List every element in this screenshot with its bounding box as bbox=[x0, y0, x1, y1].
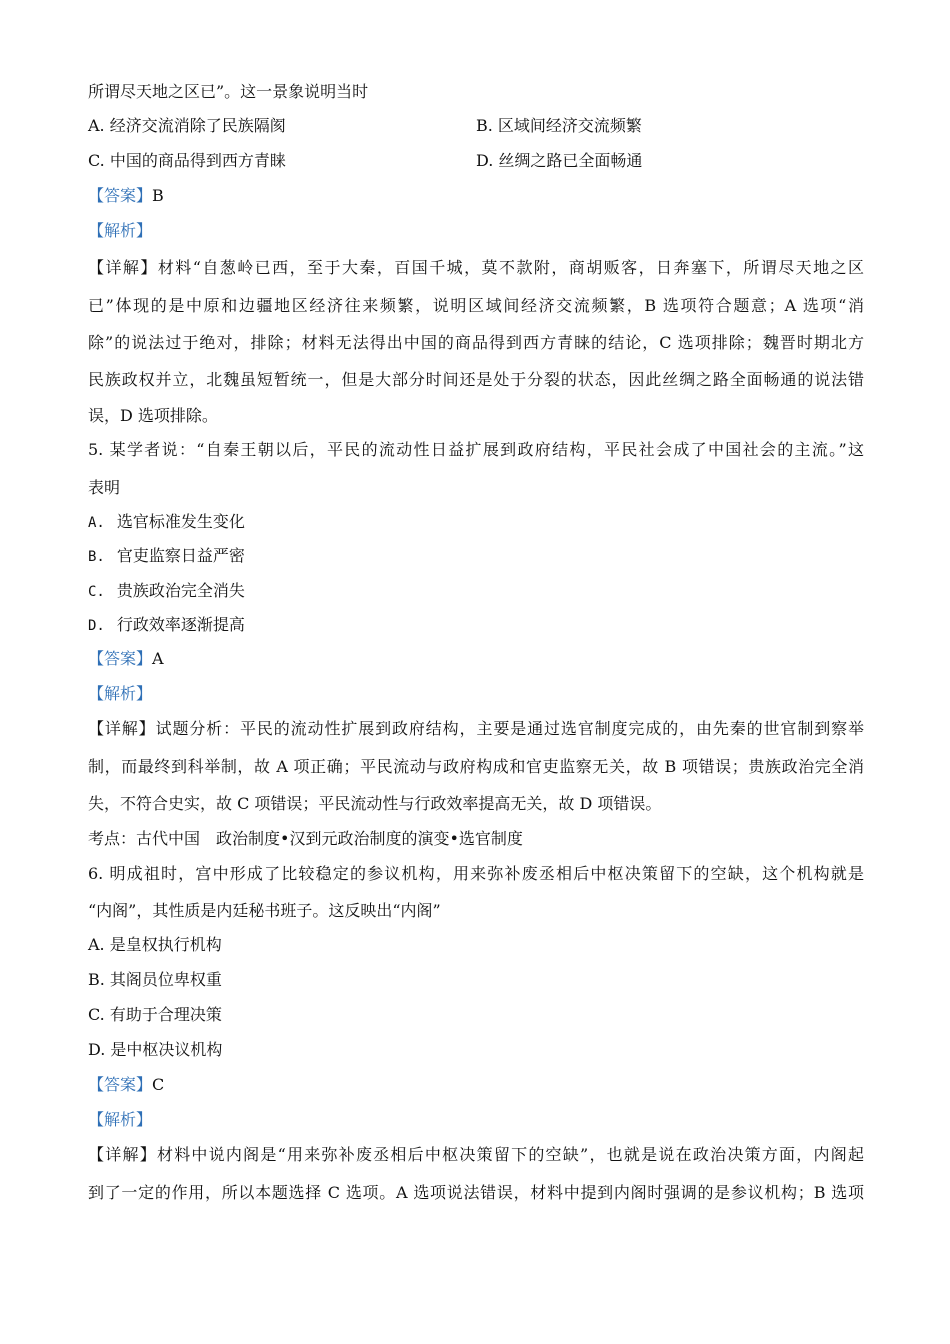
q4-detail-line-1 bbox=[88, 258, 864, 278]
q4-detail-line-2: 已”体现的是中原和边疆地区经济往来频繁，说明区域间经济交流频繁，B 选项符合题意；A 选项“消 bbox=[88, 296, 864, 315]
option-letter: A. bbox=[88, 515, 105, 531]
detail-label: 【详解】 bbox=[88, 719, 156, 738]
q5-stem-line-2: 表明 bbox=[88, 478, 121, 497]
answer-value: A bbox=[152, 649, 164, 668]
answer-label: 【答案】 bbox=[88, 649, 153, 668]
detail-text: 试题分析：平民的流动性扩展到政府结构，主要是通过选官制度完成的，由先秦的世官制到察举 bbox=[155, 719, 864, 738]
q6-answer bbox=[88, 1075, 164, 1095]
answer-label: 【答案】 bbox=[88, 186, 153, 205]
q6-detail-line-2: 到了一定的作用，所以本题选择 C 选项。A 选项说法错误，材料中提到内阁时强调的是参议机构；B 选项 bbox=[88, 1183, 864, 1202]
option-text: 贵族政治完全消失 bbox=[116, 581, 245, 600]
option-letter: C. bbox=[88, 584, 105, 600]
answer-value: C bbox=[152, 1075, 165, 1094]
option-text: 行政效率逐渐提高 bbox=[116, 615, 245, 634]
detail-label: 【详解】 bbox=[88, 258, 158, 277]
q5-option-b bbox=[88, 546, 245, 567]
q6-option-a: A. 是皇权执行机构 bbox=[88, 935, 222, 954]
option-text: 官吏监察日益严密 bbox=[116, 546, 245, 565]
q5-detail-line-2: 制，而最终到科举制，故 A 项正确；平民流动与政府构成和官吏监察无关，故 B 项错误；贵族政治完全消 bbox=[88, 757, 864, 776]
detail-text: 材料中说内阁是“用来弥补废丞相后中枢决策留下的空缺”，也就是说在政治决策方面，内阁起 bbox=[156, 1145, 864, 1164]
q4-option-d: D. 丝绸之路已全面畅通 bbox=[476, 151, 643, 170]
q4-option-c: C. 中国的商品得到西方青睐 bbox=[88, 151, 286, 170]
q5-detail-line-3: 失，不符合史实，故 C 项错误；平民流动性与行政效率提高无关，故 D 项错误。 bbox=[88, 794, 662, 813]
q5-analysis-label: 【解析】 bbox=[88, 684, 153, 703]
q5-option-c bbox=[88, 581, 245, 602]
q4-stem-tail: 所谓尽天地之区已”。这一景象说明当时 bbox=[88, 82, 369, 101]
q5-stem-line-1: 5. 某学者说：“自秦王朝以后，平民的流动性日益扩展到政府结构，平民社会成了中国社会的主流。”这 bbox=[88, 440, 864, 459]
q5-answer bbox=[88, 649, 164, 669]
q4-analysis-label: 【解析】 bbox=[88, 221, 153, 240]
option-letter: B. bbox=[88, 549, 105, 565]
q5-option-a bbox=[88, 512, 245, 533]
q5-detail-line-1 bbox=[88, 719, 864, 739]
option-letter: D. bbox=[88, 618, 105, 634]
q6-option-d: D. 是中枢决议机构 bbox=[88, 1040, 223, 1059]
q4-detail-line-3: 除”的说法过于绝对，排除；材料无法得出中国的商品得到西方青睐的结论，C 选项排除；魏晋时期北方 bbox=[88, 333, 864, 352]
q5-kaodian: 考点：古代中国 政治制度•汉到元政治制度的演变•选官制度 bbox=[88, 829, 523, 848]
q4-detail-line-5: 误，D 选项排除。 bbox=[88, 406, 218, 425]
q4-detail-line-4: 民族政权并立，北魏虽短暂统一，但是大部分时间还是处于分裂的状态，因此丝绸之路全面畅通的说法错 bbox=[88, 370, 864, 389]
q6-stem-line-2: “内阁”，其性质是内廷秘书班子。这反映出“内阁” bbox=[88, 901, 441, 920]
q4-option-b: B. 区域间经济交流频繁 bbox=[476, 116, 642, 135]
q6-analysis-label: 【解析】 bbox=[88, 1110, 153, 1129]
option-text: 选官标准发生变化 bbox=[116, 512, 245, 531]
q6-stem-line-1: 6. 明成祖时，宫中形成了比较稳定的参议机构，用来弥补废丞相后中枢决策留下的空缺，这个机构就是 bbox=[88, 864, 864, 883]
q4-answer bbox=[88, 186, 164, 206]
q6-option-b: B. 其阁员位卑权重 bbox=[88, 970, 222, 989]
q6-detail-line-1 bbox=[88, 1145, 864, 1165]
answer-label: 【答案】 bbox=[88, 1075, 153, 1094]
q4-option-a: A. 经济交流消除了民族隔阂 bbox=[88, 116, 286, 135]
detail-text: 材料“自葱岭已西，至于大秦，百国千城，莫不款附，商胡贩客，日奔塞下，所谓尽天地之区 bbox=[157, 258, 864, 277]
detail-label: 【详解】 bbox=[88, 1145, 157, 1164]
q5-option-d bbox=[88, 615, 245, 636]
answer-value: B bbox=[152, 186, 164, 205]
q6-option-c: C. 有助于合理决策 bbox=[88, 1005, 222, 1024]
